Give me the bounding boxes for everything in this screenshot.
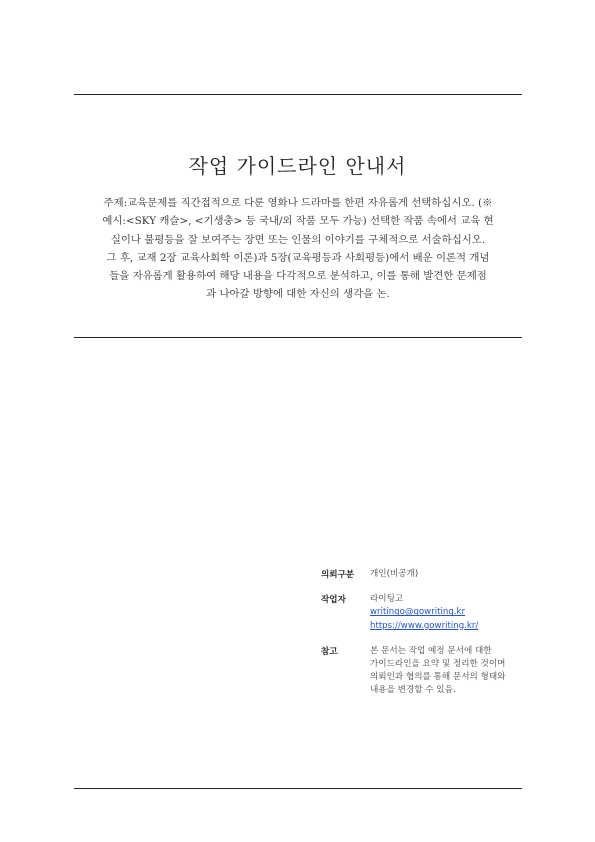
request-type-value: 개인(비공개) xyxy=(370,569,419,579)
middle-divider xyxy=(74,337,522,338)
description-line: 예시:<SKY 캐슬>, <기생충> 등 국내/외 작품 모두 가능) 선택한 작품 속에서 교육 현 xyxy=(102,215,494,228)
request-type-label: 의뢰구분 xyxy=(321,570,355,580)
author-label: 작업자 xyxy=(321,595,346,606)
page-title: 작업 가이드라인 안내서 xyxy=(188,154,407,178)
note-label: 참고 xyxy=(321,646,338,657)
note-row xyxy=(321,645,505,698)
author-row xyxy=(321,593,505,633)
description-line: 주제:교육문제를 직간접적으로 다룬 영화나 드라마를 한편 자유롭게 선택하십시오. (※ xyxy=(103,197,493,209)
note-line: 가이드라인을 요약 및 정리한 것이며 xyxy=(370,659,506,670)
description-line: 그 후, 교재 2장 교육사회학 이론)과 5장(교육평등과 사회평등)에서 배운 이론적 개념 xyxy=(106,251,490,264)
request-type-row xyxy=(321,568,505,581)
description-line: 과 나아갈 방향에 대한 자신의 생각을 논. xyxy=(206,288,390,301)
top-divider xyxy=(74,94,522,95)
bottom-divider xyxy=(74,788,522,789)
description-line: 들을 자유롭게 활용하여 해당 내용을 다각적으로 분석하고, 이를 통해 발견한 문제점 xyxy=(109,270,487,283)
author-website-link[interactable]: https://www.gowriting.kr/ xyxy=(370,620,479,631)
description-line: 실이나 불평등을 잘 보여주는 장면 또는 인물의 이야기를 구체적으로 서술하십시오. xyxy=(110,233,486,246)
note-line: 본 문서는 작업 예정 문서에 대한 xyxy=(370,645,492,656)
author-email-link[interactable]: writingo@gowriting.kr xyxy=(370,607,466,618)
document-info xyxy=(321,568,505,710)
author-name: 라이팅고 xyxy=(370,594,404,605)
note-line: 의뢰인과 협의를 통해 문서의 형태와 xyxy=(370,672,506,683)
assignment-description xyxy=(76,194,520,304)
note-line: 내용을 변경할 수 있음. xyxy=(370,685,456,696)
